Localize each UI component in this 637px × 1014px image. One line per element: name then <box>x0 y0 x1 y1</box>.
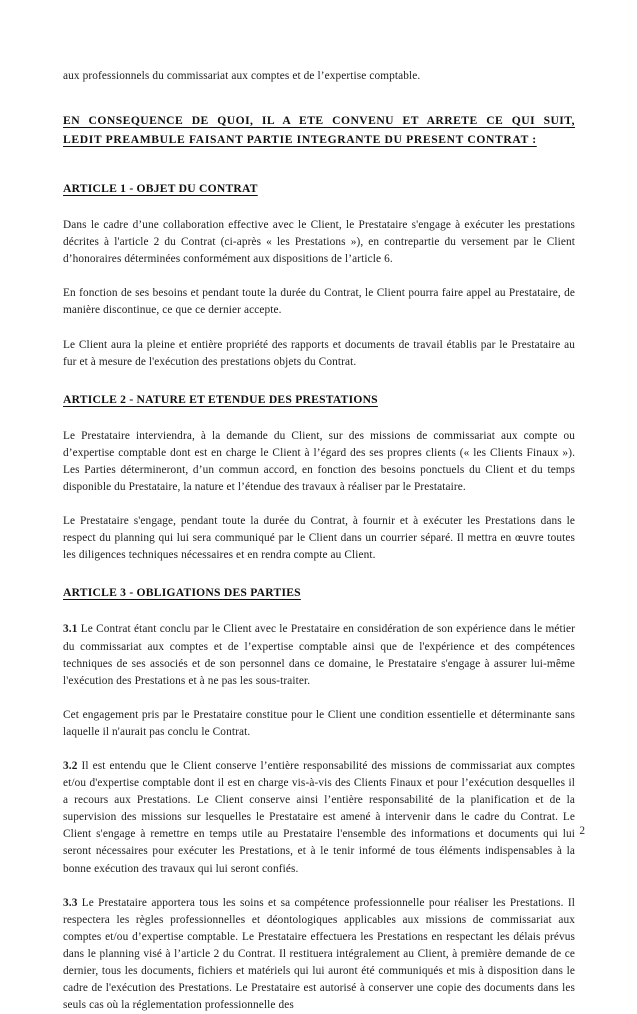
spacer <box>63 408 575 428</box>
continued-paragraph: aux professionnels du commissariat aux comptes et de l’expertise comptable. <box>63 70 421 82</box>
spacer <box>63 149 575 180</box>
page-content <box>63 68 575 1014</box>
spacer <box>63 564 575 584</box>
article-1-paragraph-1: Dans le cadre d’une collaboration effective avec le Client, le Prestataire s'engage à exécuter les prestations décrites à l'article 2 du Contrat (ci-après « les Prestations »), en contrepartie du versement par le Client d’honoraires déterminées conformément aux dispositions de l’article 6. <box>63 219 575 266</box>
article-2-paragraph-2: Le Prestataire s'engage, pendant toute la durée du Contrat, à fournir et à exécuter les Prestations dans le respect du planning qui lui sera communiqué par le Client dans un courrier séparé. Il mettra en œuvre toutes les diligences techniques nécessaires et en rendra compte au Client. <box>63 515 575 562</box>
article-3-heading: ARTICLE 3 - OBLIGATIONS DES PARTIES <box>63 586 301 600</box>
article-1-paragraph-3: Le Client aura la pleine et entière propriété des rapports et documents de travail établis par le Prestataire au fur et à mesure de l'exécution des prestations objets du Contrat. <box>63 338 575 368</box>
clause-3-2-text: Il est entendu que le Client conserve l’entière responsabilité des missions de commissariat aux comptes et/ou d'expertise comptable dont il est en charge vis-à-vis des Clients Finaux et pour l’exécution desquelles il a recours aux Prestations. Le Client conserve ainsi l’entière responsabilité de la planification et de la supervision des missions sur lesquelles le Prestataire est amené à intervenir dans le cadre du Contrat. Le Client s'engage à remettre en temps utile au Prestataire l'ensemble des informations et documents qui lui seront nécessaires pour exécuter les Prestations, et à le tenir informé de tous éléments indispensables à la bonne exécution des travaux qui lui seront confiés. <box>63 759 575 875</box>
spacer <box>63 496 575 513</box>
spacer <box>63 320 575 337</box>
clause-3-3-number: 3.3 <box>63 896 82 909</box>
spacer <box>63 85 575 112</box>
spacer <box>63 197 575 217</box>
article-2-paragraph-1: Le Prestataire interviendra, à la demande du Client, sur des missions de commissariat aux compte ou d’expertise comptable dont est en charge le Client à l’égard des ses propres clients (« les Clients Finaux »). Les Parties détermineront, d’un commun accord, en fonction des besoins ponctuels du Client et du temps disponible du Prestataire, la nature et l’étendue des travaux à réaliser par le Prestataire. <box>63 429 575 494</box>
spacer <box>63 371 575 391</box>
clause-3-1-text: Le Contrat étant conclu par le Client avec le Prestataire en considération de son expérience dans le métier du commissariat aux comptes et de l’expertise comptable ainsi que de l'expérience et des compétences techniques de ses associés et de son personnel dans ce domaine, le Prestataire s'engage à assurer lui-même l'exécution des Prestations et à ne pas les sous-traiter. <box>63 623 575 687</box>
clause-3-1 <box>63 621 575 689</box>
clause-3-1-number: 3.1 <box>63 623 81 636</box>
page-number: 2 <box>579 825 585 837</box>
spacer <box>63 741 575 758</box>
spacer <box>63 690 575 707</box>
clause-3-3-text: Le Prestataire apportera tous les soins et sa compétence professionnelle pour réaliser les Prestations. Il respectera les règles professionnelles et déontologiques applicables aux missions de commissariat aux comptes et/ou d’expertise comptable. Le Prestataire effectuera les Prestations en respectant les délais prévus dans le planning visé à l’article 2 du Contrat. Il restituera intégralement au Client, à première demande de ce dernier, tous les documents, fichiers et matériels qui lui auront été communiqués et mis à disposition dans le cadre de l'exécution des Prestations. Le Prestataire est autorisé à conserver une copie des documents dans les seuls cas où la réglementation professionnelle des <box>63 896 575 1012</box>
clause-3-1-continuation: Cet engagement pris par le Prestataire constitue pour le Client une condition essentielle et déterminante sans laquelle il n'aurait pas conclu le Contrat. <box>63 708 575 738</box>
spacer <box>63 601 575 621</box>
spacer <box>63 268 575 285</box>
article-2-heading: ARTICLE 2 - NATURE ET ETENDUE DES PRESTATIONS <box>63 392 378 406</box>
spacer <box>63 878 575 895</box>
clause-3-3 <box>63 895 575 1014</box>
article-1-heading: ARTICLE 1 - OBJET DU CONTRAT <box>63 182 258 196</box>
preamble-heading-line-1: EN CONSEQUENCE DE QUOI, IL A ETE CONVENU ET ARRETE CE QUI SUIT, <box>63 114 575 128</box>
preamble-heading <box>63 112 575 149</box>
article-1-paragraph-2: En fonction de ses besoins et pendant toute la durée du Contrat, le Client pourra faire appel au Prestataire, de manière discontinue, ce que ce dernier accepte. <box>63 287 575 317</box>
preamble-heading-line-2: LEDIT PREAMBULE FAISANT PARTIE INTEGRANTE DU PRESENT CONTRAT : <box>63 132 537 146</box>
clause-3-2 <box>63 758 575 878</box>
clause-3-2-number: 3.2 <box>63 759 82 772</box>
